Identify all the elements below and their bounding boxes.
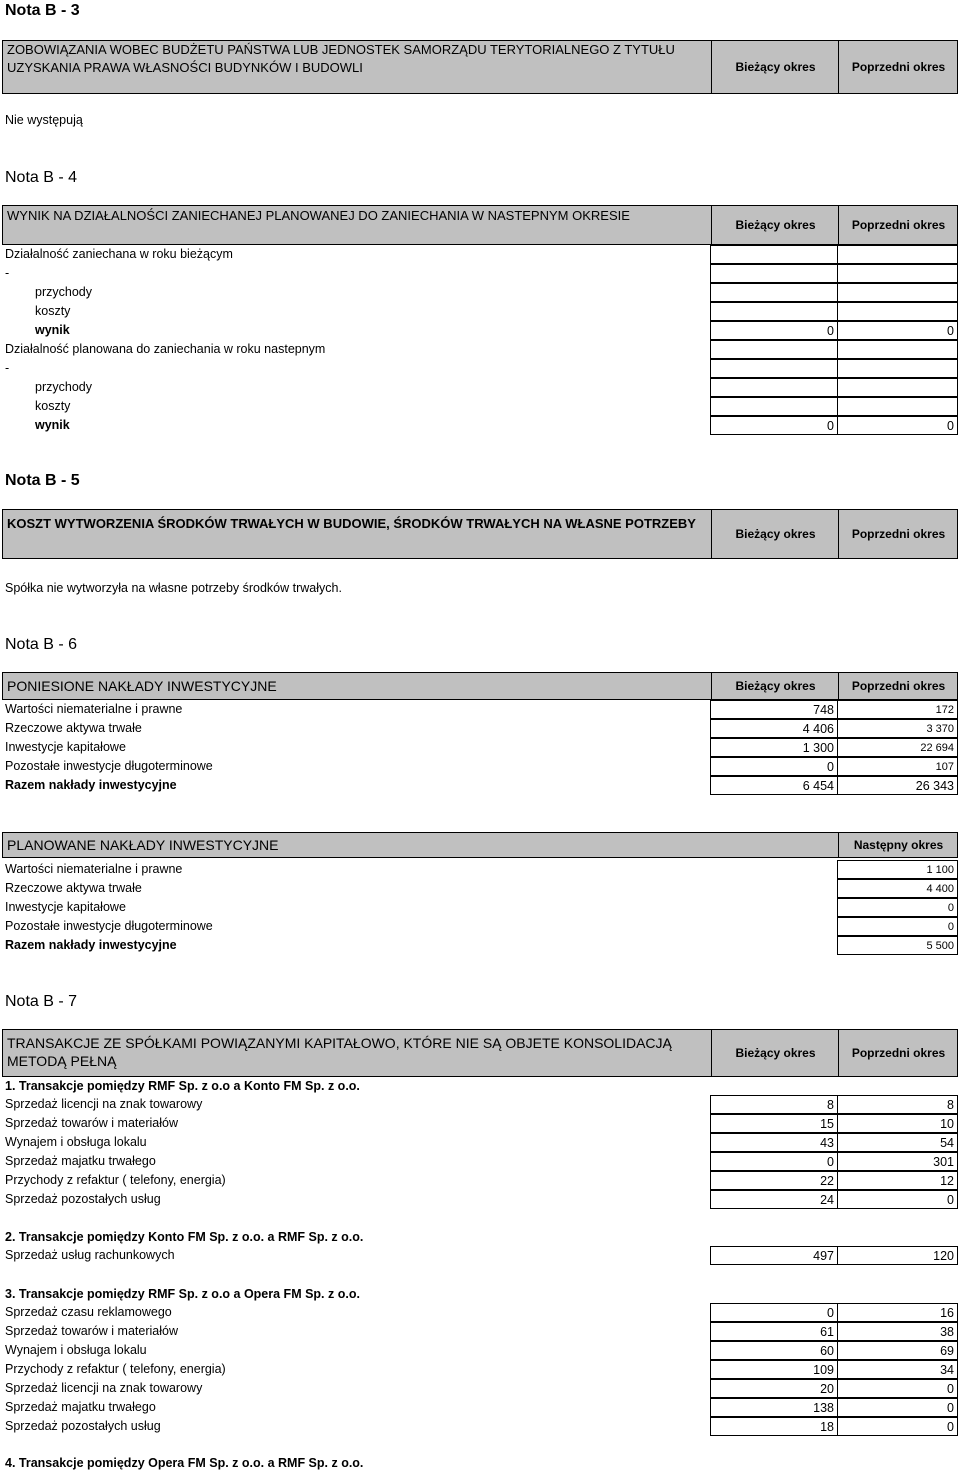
section-heading: 1. Transakcje pomiędzy RMF Sp. z o.o a Konto FM Sp. z o.o. [5,1079,360,1093]
table-row [2,719,958,738]
row-label: Inwestycje kapitałowe [5,900,126,914]
row-value-current [710,264,838,283]
table-row [2,416,958,435]
row-value-current: 138 [710,1398,838,1417]
b5-header-text: KOSZT WYTWORZENIA ŚRODKÓW TRWAŁYCH W BUDOWIE, ŚRODKÓW TRWAŁYCH NA WŁASNE POTRZEBY [7,516,696,531]
note-b7-title: Nota B - 7 [5,993,78,1010]
table-row [2,700,958,719]
row-value-current: 18 [710,1417,838,1436]
table-row [2,245,958,264]
row-value-current [710,397,838,416]
row-value-current: 43 [710,1133,838,1152]
table-row [2,738,958,757]
row-label: przychody [35,285,92,299]
row-label: Pozostałe inwestycje długoterminowe [5,919,213,933]
table-row [2,917,958,936]
row-label: - [5,266,10,280]
row-label: przychody [35,380,92,394]
row-label: Sprzedaż towarów i materiałów [5,1324,178,1338]
row-value-current: 20 [710,1379,838,1398]
row-label: Wynajem i obsługa lokalu [5,1135,147,1149]
table-row [2,1246,958,1265]
row-value-current: 0 [710,757,838,776]
row-value-previous: 120 [837,1246,958,1265]
row-value-previous: 69 [837,1341,958,1360]
table-row [2,397,958,416]
note-b4-title: Nota B - 4 [5,169,78,186]
row-value-previous [837,397,958,416]
row-value-previous: 12 [837,1171,958,1190]
row-label: Rzeczowe aktywa trwałe [5,881,142,895]
row-value-current: 24 [710,1190,838,1209]
row-value-previous: 0 [837,1190,958,1209]
row-value-previous [837,245,958,264]
table-row [2,378,958,397]
row-label: wynik [35,418,70,432]
b7-header [2,1029,958,1077]
row-value-previous: 54 [837,1133,958,1152]
section-heading: 3. Transakcje pomiędzy RMF Sp. z o.o a Opera FM Sp. z o.o. [5,1287,360,1301]
table-row [2,1152,958,1171]
table-row [2,1095,958,1114]
row-value-previous: 0 [837,321,958,340]
table-row [2,1171,958,1190]
row-value-current: 22 [710,1171,838,1190]
row-label: Wartości niematerialne i prawne [5,702,183,716]
row-label: Wynajem i obsługa lokalu [5,1343,147,1357]
row-value-previous: 34 [837,1360,958,1379]
row-value-next: 1 100 [837,860,958,879]
row-value-next: 4 400 [837,879,958,898]
row-value-previous: 26 343 [837,776,958,795]
table-row [2,1360,958,1379]
row-value-current: 0 [710,1152,838,1171]
row-value-previous: 0 [837,416,958,435]
section-heading: 4. Transakcje pomiędzy Opera FM Sp. z o.o. a RMF Sp. z o.o. [5,1456,364,1470]
row-value-previous: 0 [837,1379,958,1398]
b7-header-text: TRANSAKCJE ZE SPÓŁKAMI POWIĄZANYMI KAPITAŁOWO, KTÓRE NIE SĄ OBJETE KONSOLIDACJĄ METODĄ PEŁNĄ [7,1035,672,1069]
row-value-previous: 10 [837,1114,958,1133]
row-value-previous [837,302,958,321]
b4-col-previous: Poprzedni okres [838,206,958,244]
table-row [2,283,958,302]
b6-planned-col: Następny okres [838,833,958,857]
row-label: Sprzedaż towarów i materiałów [5,1116,178,1130]
table-row [2,340,958,359]
b4-header [2,205,958,245]
table-row [2,264,958,283]
b5-col-current: Bieżący okres [711,510,839,558]
table-row [2,359,958,378]
row-value-previous [837,378,958,397]
row-value-current: 8 [710,1095,838,1114]
row-label: Sprzedaż licencji na znak towarowy [5,1097,203,1111]
row-value-current: 0 [710,416,838,435]
table-row [2,757,958,776]
table-row [2,898,958,917]
table-row [2,936,958,955]
table-row [2,879,958,898]
row-label: Sprzedaż czasu reklamowego [5,1305,172,1319]
row-value-previous: 3 370 [837,719,958,738]
row-value-current [710,302,838,321]
table-row [2,1303,958,1322]
b6-header-text: PONIESIONE NAKŁADY INWESTYCYJNE [7,678,277,694]
note-b6-title: Nota B - 6 [5,636,78,653]
b3-note: Nie występują [5,113,83,127]
row-value-current: 1 300 [710,738,838,757]
b6-header [2,672,958,700]
b3-header [2,40,958,94]
note-b5-title: Nota B - 5 [5,472,80,489]
b4-col-current: Bieżący okres [711,206,839,244]
row-value-previous [837,264,958,283]
row-label: Sprzedaż pozostałych usług [5,1419,161,1433]
row-value-previous: 0 [837,1417,958,1436]
row-label: Razem nakłady inwestycyjne [5,938,177,952]
b7-col-current: Bieżący okres [711,1030,839,1076]
row-value-previous [837,359,958,378]
section-heading: 2. Transakcje pomiędzy Konto FM Sp. z o.o. a RMF Sp. z o.o. [5,1230,364,1244]
row-value-next: 0 [837,898,958,917]
row-label: Przychody z refaktur ( telefony, energia) [5,1173,226,1187]
row-value-current: 497 [710,1246,838,1265]
b3-col-current: Bieżący okres [711,41,839,93]
table-row [2,1114,958,1133]
row-label: Sprzedaż majatku trwałego [5,1400,156,1414]
row-label: Przychody z refaktur ( telefony, energia) [5,1362,226,1376]
table-row [2,860,958,879]
row-label: Inwestycje kapitałowe [5,740,126,754]
table-row [2,1379,958,1398]
b5-note: Spółka nie wytworzyła na własne potrzeby środków trwałych. [5,581,342,595]
row-value-previous: 8 [837,1095,958,1114]
b7-col-previous: Poprzedni okres [838,1030,958,1076]
row-value-current: 61 [710,1322,838,1341]
row-label: Sprzedaż majatku trwałego [5,1154,156,1168]
row-label: Sprzedaż usług rachunkowych [5,1248,175,1262]
row-value-current: 0 [710,321,838,340]
table-row [2,1417,958,1436]
row-value-previous: 38 [837,1322,958,1341]
row-value-current: 0 [710,1303,838,1322]
b4-header-text: WYNIK NA DZIAŁALNOŚCI ZANIECHANEJ PLANOWANEJ DO ZANIECHANIA W NASTEPNYM OKRESIE [7,208,630,223]
row-value-current [710,359,838,378]
b3-col-previous: Poprzedni okres [838,41,958,93]
row-value-current [710,245,838,264]
row-value-current: 109 [710,1360,838,1379]
b3-header-text: ZOBOWIĄZANIA WOBEC BUDŻETU PAŃSTWA LUB JEDNOSTEK SAMORZĄDU TERYTORIALNEGO Z TYTUŁU UZYSKANIA PRAWA WŁASNOŚCI BUDYNKÓW I BUDOWLI [7,42,675,75]
row-label: Działalność planowana do zaniechania w roku nastepnym [5,342,326,356]
table-row [2,1398,958,1417]
note-b3-title: Nota B - 3 [5,2,80,19]
b6-planned-header [2,832,958,858]
row-label: koszty [35,399,71,413]
row-value-current: 4 406 [710,719,838,738]
row-label: - [5,361,10,375]
row-value-next: 5 500 [837,936,958,955]
table-row [2,1190,958,1209]
table-row [2,1133,958,1152]
row-value-current: 60 [710,1341,838,1360]
b5-header [2,509,958,559]
table-row [2,1341,958,1360]
row-value-current [710,283,838,302]
row-value-current [710,378,838,397]
row-label: Sprzedaż licencji na znak towarowy [5,1381,203,1395]
b6-planned-header-text: PLANOWANE NAKŁADY INWESTYCYJNE [7,837,279,853]
row-label: Sprzedaż pozostałych usług [5,1192,161,1206]
row-label: Pozostałe inwestycje długoterminowe [5,759,213,773]
row-label: Wartości niematerialne i prawne [5,862,183,876]
table-row [2,776,958,795]
row-label: Razem nakłady inwestycyjne [5,778,177,792]
table-row [2,302,958,321]
row-value-previous: 172 [837,700,958,719]
row-value-previous: 0 [837,1398,958,1417]
row-label: Działalność zaniechana w roku bieżącym [5,247,233,261]
row-value-previous: 16 [837,1303,958,1322]
row-value-current: 748 [710,700,838,719]
row-value-current: 15 [710,1114,838,1133]
table-row [2,1322,958,1341]
row-label: koszty [35,304,71,318]
table-row [2,321,958,340]
row-value-current [710,340,838,359]
b6-col-current: Bieżący okres [711,673,839,699]
row-label: Rzeczowe aktywa trwałe [5,721,142,735]
b6-col-previous: Poprzedni okres [838,673,958,699]
row-value-previous [837,283,958,302]
row-value-previous: 107 [837,757,958,776]
row-value-previous: 301 [837,1152,958,1171]
row-label: wynik [35,323,70,337]
row-value-current: 6 454 [710,776,838,795]
b5-col-previous: Poprzedni okres [838,510,958,558]
row-value-next: 0 [837,917,958,936]
row-value-previous: 22 694 [837,738,958,757]
row-value-previous [837,340,958,359]
